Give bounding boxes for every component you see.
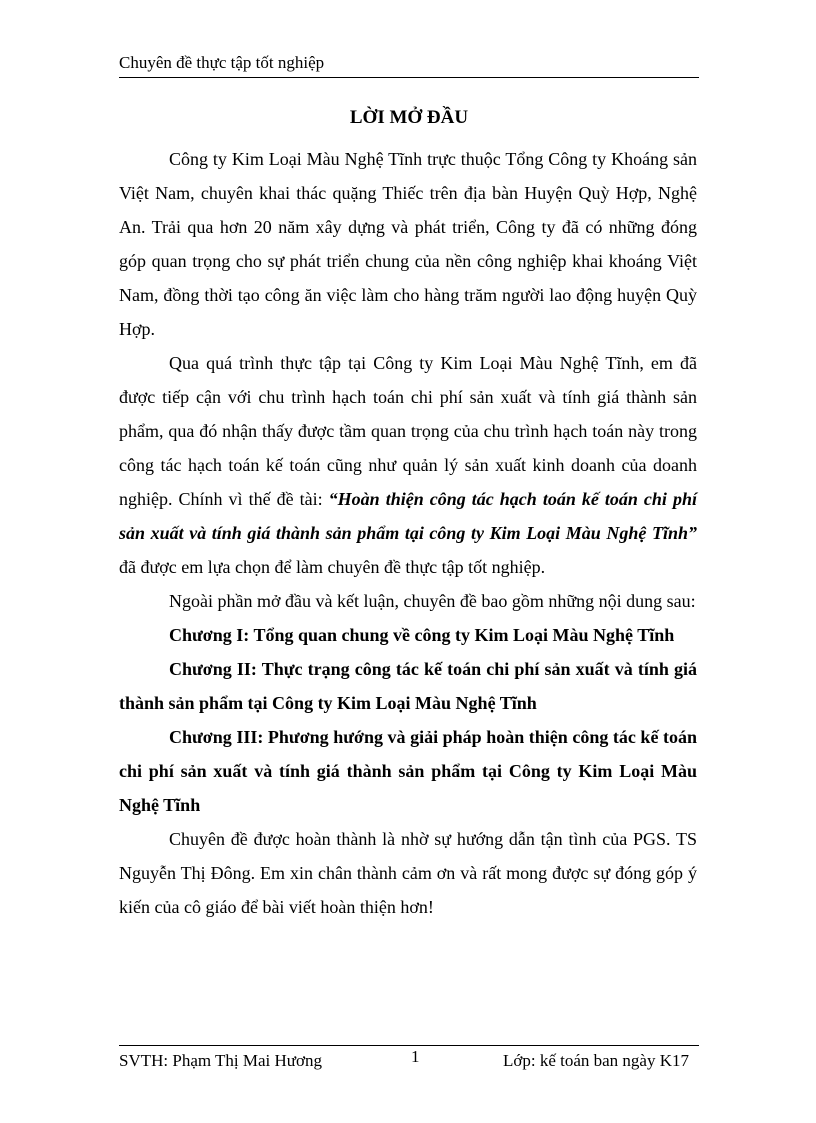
chapter-item: Chương I: Tổng quan chung về công ty Kim Loại Màu Nghệ Tĩnh: [169, 625, 675, 645]
chapter-item: Chương II: Thực trạng công tác kế toán chi phí sản xuất và tính giá thành sản phẩm tại Công ty Kim Loại Màu Nghệ Tĩnh: [119, 659, 697, 713]
paragraph-intro: Công ty Kim Loại Màu Nghệ Tĩnh trực thuộc Tổng Công ty Khoáng sản Việt Nam, chuyên khai thác quặng Thiếc trên địa bàn Huyện Quỳ Hợp, Nghệ An. Trải qua hơn 20 năm xây dựng và phát triển, Công ty đã có những đóng góp quan trọng cho sự phát triển chung của nền công nghiệp khai khoáng Việt Nam, đồng thời tạo công ăn việc làm cho hàng trăm người lao động huyện Quỳ Hợp.: [119, 149, 697, 339]
document-body: [119, 142, 697, 924]
page-number: 1: [411, 1047, 420, 1066]
paragraph-acknowledgement: Chuyên đề được hoàn thành là nhờ sự hướng dẫn tận tình của PGS. TS Nguyễn Thị Đông. Em xin chân thành cảm ơn và rất mong được sự đóng góp ý kiến của cô giáo để bài viết hoàn thiện hơn!: [119, 829, 697, 917]
footer-divider: [119, 1045, 699, 1046]
header-title: Chuyên đề thực tập tốt nghiệp: [119, 53, 325, 72]
footer-student: SVTH: Phạm Thị Mai Hương: [119, 1051, 323, 1070]
paragraph-topic: [119, 346, 697, 584]
paragraph-structure: Ngoài phần mở đầu và kết luận, chuyên đề bao gồm những nội dung sau:: [169, 591, 696, 611]
chapter-item: Chương III: Phương hướng và giải pháp hoàn thiện công tác kế toán chi phí sản xuất và tính giá thành sản phẩm tại Công ty Kim Loại Màu Nghệ Tĩnh: [119, 727, 697, 815]
paragraph-topic-end: đã được em lựa chọn để làm chuyên đề thực tập tốt nghiệp.: [119, 557, 546, 577]
footer-class: Lớp: kế toán ban ngày K17: [502, 1051, 689, 1070]
topic-title: “Hoàn thiện công tác hạch toán kế toán chi phí sản xuất và tính giá thành sản phẩm tại công ty Kim Loại Màu Nghệ Tĩnh”: [119, 489, 697, 543]
page-footer: [119, 1047, 699, 1074]
header-divider: [119, 77, 699, 78]
page-title: LỜI MỞ ĐẦU: [349, 107, 469, 128]
page-header: [119, 52, 699, 74]
paragraph-topic-start: Qua quá trình thực tập tại Công ty Kim Loại Màu Nghệ Tĩnh, em đã được tiếp cận với chu trình hạch toán chi phí sản xuất và tính giá thành sản phẩm, qua đó nhận thấy được tầm quan trọng của chu trình hạch toán này trong công tác hạch toán kế toán cũng như quản lý sản xuất kinh doanh của doanh nghiệp. Chính vì thế đề tài:: [119, 353, 697, 509]
